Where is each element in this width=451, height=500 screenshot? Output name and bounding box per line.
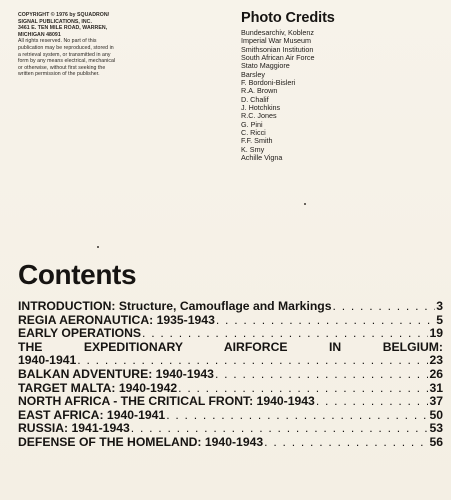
toc-entry-title: NORTH AFRICA - THE CRITICAL FRONT: 1940-1943 [18, 394, 315, 409]
toc-entry-page: 53 [429, 421, 443, 436]
toc-entry-page: 31 [429, 380, 443, 395]
toc-entry-title-continued: 1940-1941 [18, 353, 77, 368]
toc-entry[interactable] [18, 300, 443, 314]
dot-leader [178, 382, 428, 396]
toc-entry-title: INTRODUCTION: Structure, Camouflage and Markings [18, 299, 332, 313]
credit-item: Achille Vigna [241, 153, 283, 163]
credit-item: Barsley [241, 69, 265, 79]
toc-entry-page: 56 [429, 434, 443, 449]
toc-entry-page: 37 [429, 394, 443, 409]
toc-entry-page: 5 [436, 312, 443, 327]
photo-credits-list [241, 29, 421, 163]
copyright-notice [18, 12, 164, 78]
rights-line: publication may be reproduced, stored in [18, 44, 114, 51]
toc-entry-page: 19 [429, 326, 443, 341]
toc-entry-title: EARLY OPERATIONS [18, 326, 142, 341]
photo-credits-title: Photo Credits [241, 10, 335, 26]
toc-entry[interactable] [18, 382, 443, 396]
toc-entry-page: 3 [436, 299, 443, 313]
dot-leader [131, 422, 429, 436]
copyright-line: COPYRIGHT © 1976 by SQUADRON/ [18, 12, 110, 18]
toc-entry-title: EAST AFRICA: 1940-1941 [18, 407, 166, 422]
credit-item: R.C. Jones [241, 111, 277, 121]
toc-entry[interactable] [18, 436, 443, 450]
rights-line: written permission of the publisher. [18, 71, 100, 78]
credit-item: F.F. Smith [241, 136, 273, 146]
publisher-name: SIGNAL PUBLICATIONS, INC. [18, 18, 92, 25]
toc-entry[interactable] [18, 422, 443, 436]
credit-item: C. Ricci [241, 128, 266, 138]
dot-leader [166, 409, 428, 423]
dot-leader [215, 368, 428, 382]
publisher-address: 3461 E. TEN MILE ROAD, WARREN, [18, 25, 108, 32]
toc-entry-page: 50 [429, 407, 443, 422]
credit-item: J. Hotchkins [241, 103, 281, 113]
toc-entry[interactable] [18, 368, 443, 382]
toc-entry[interactable] [18, 341, 443, 368]
credit-item: G. Pini [241, 119, 263, 129]
toc-entry[interactable] [18, 314, 443, 328]
toc-entry[interactable] [18, 409, 443, 423]
toc-entry[interactable] [18, 395, 443, 409]
photo-credits [241, 10, 421, 163]
credit-item: D. Chalif [241, 94, 269, 104]
print-speck [304, 203, 306, 205]
toc-entry-page: 26 [429, 366, 443, 381]
credit-item: Bundesarchiv, Koblenz [241, 28, 314, 37]
toc-entry-title: RUSSIA: 1941-1943 [18, 421, 130, 436]
toc-entry-page: 23 [429, 353, 443, 368]
rights-line: form by any means electrical, mechanical [18, 58, 116, 65]
table-of-contents [18, 300, 443, 450]
print-speck [97, 246, 99, 248]
toc-entry-title: DEFENSE OF THE HOMELAND: 1940-1943 [18, 434, 264, 449]
toc-entry[interactable] [18, 327, 443, 341]
dot-leader [264, 436, 428, 450]
toc-entry-title: REGIA AERONAUTICA: 1935-1943 [18, 312, 215, 327]
rights-line: a retrieval system, or transmitted in any [18, 51, 111, 58]
toc-entry-title: THE EXPEDITIONARY AIRFORCE IN BELGIUM: [18, 339, 443, 354]
credit-item: R.A. Brown [241, 86, 278, 96]
credit-item: K. Smy [241, 144, 265, 154]
dot-leader [333, 300, 436, 314]
rights-line: All rights reserved. No part of this [18, 38, 97, 45]
dot-leader [216, 314, 435, 328]
publisher-city: MICHIGAN 48091 [18, 31, 61, 38]
dot-leader [142, 327, 428, 341]
credit-item: Smithsonian Institution [241, 44, 314, 54]
toc-entry-title: BALKAN ADVENTURE: 1940-1943 [18, 366, 214, 381]
credit-item: South African Air Force [241, 53, 315, 63]
credit-item: Stato Maggiore [241, 61, 290, 71]
credit-item: F. Bordoni-Bisleri [241, 78, 296, 88]
credit-item: Imperial War Museum [241, 36, 312, 46]
dot-leader [316, 395, 429, 409]
contents-heading: Contents [18, 259, 137, 290]
toc-entry-title: TARGET MALTA: 1940-1942 [18, 380, 178, 395]
rights-line: or otherwise, without first seeking the [18, 64, 106, 71]
dot-leader [77, 354, 428, 368]
